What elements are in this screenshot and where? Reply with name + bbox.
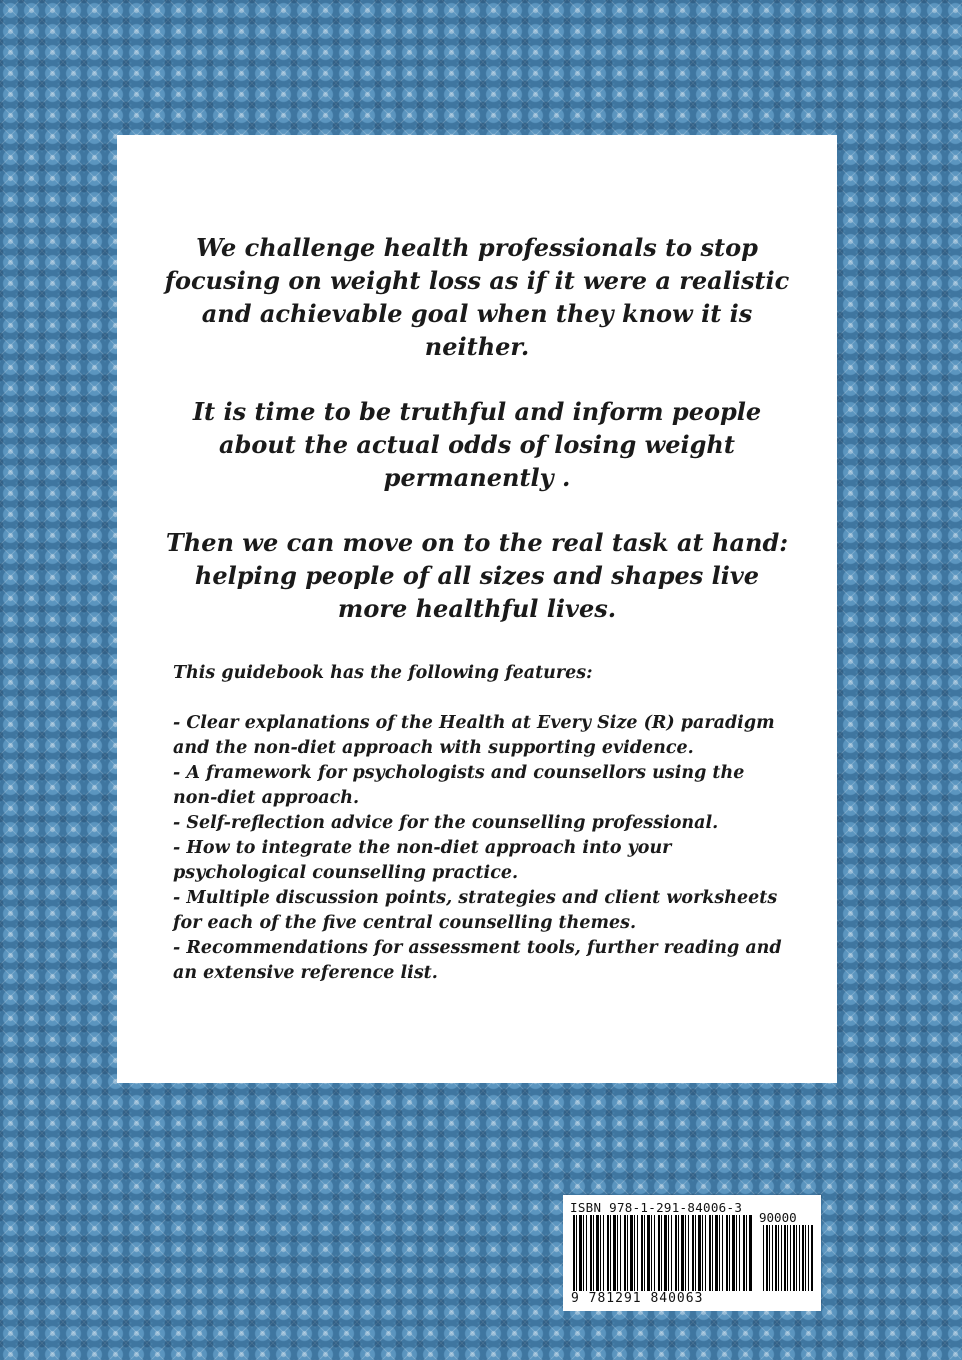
barcode-addon-bars-icon (763, 1225, 813, 1291)
quote-paragraph-3: Then we can move on to the real task at hand: helping people of all sizes and shapes live more healthful lives. (165, 528, 789, 623)
feature-item: - Recommendations for assessment tools, further reading and an extensive reference list. (173, 938, 782, 983)
feature-item: - Self-reflection advice for the counselling professional. (173, 813, 719, 833)
features-list (173, 711, 793, 986)
isbn-barcode (563, 1195, 821, 1311)
price-code: 90000 (759, 1210, 797, 1225)
barcode-bars-icon (573, 1215, 753, 1291)
isbn-number: ISBN 978-1-291-84006-3 (570, 1200, 743, 1215)
features-intro: This guidebook has the following features: (173, 663, 593, 683)
quote-block (157, 231, 797, 657)
ean-digits: 9 781291 840063 (571, 1291, 704, 1306)
feature-item: - Clear explanations of the Health at Every Size (R) paradigm and the non-diet approach with supporting evidence. (173, 713, 775, 758)
text-panel (117, 135, 837, 1083)
feature-item: - A framework for psychologists and counsellors using the non-diet approach. (173, 763, 745, 808)
quote-paragraph-2: It is time to be truthful and inform people about the actual odds of losing weight permanently . (192, 397, 762, 492)
feature-item: - Multiple discussion points, strategies and client worksheets for each of the five central counselling themes. (173, 888, 778, 933)
quote-paragraph-1: We challenge health professionals to stop focusing on weight loss as if it were a realistic and achievable goal when they know it is neither. (164, 233, 790, 361)
features-section (173, 661, 793, 986)
feature-item: - How to integrate the non-diet approach into your psychological counselling practice. (173, 838, 672, 883)
